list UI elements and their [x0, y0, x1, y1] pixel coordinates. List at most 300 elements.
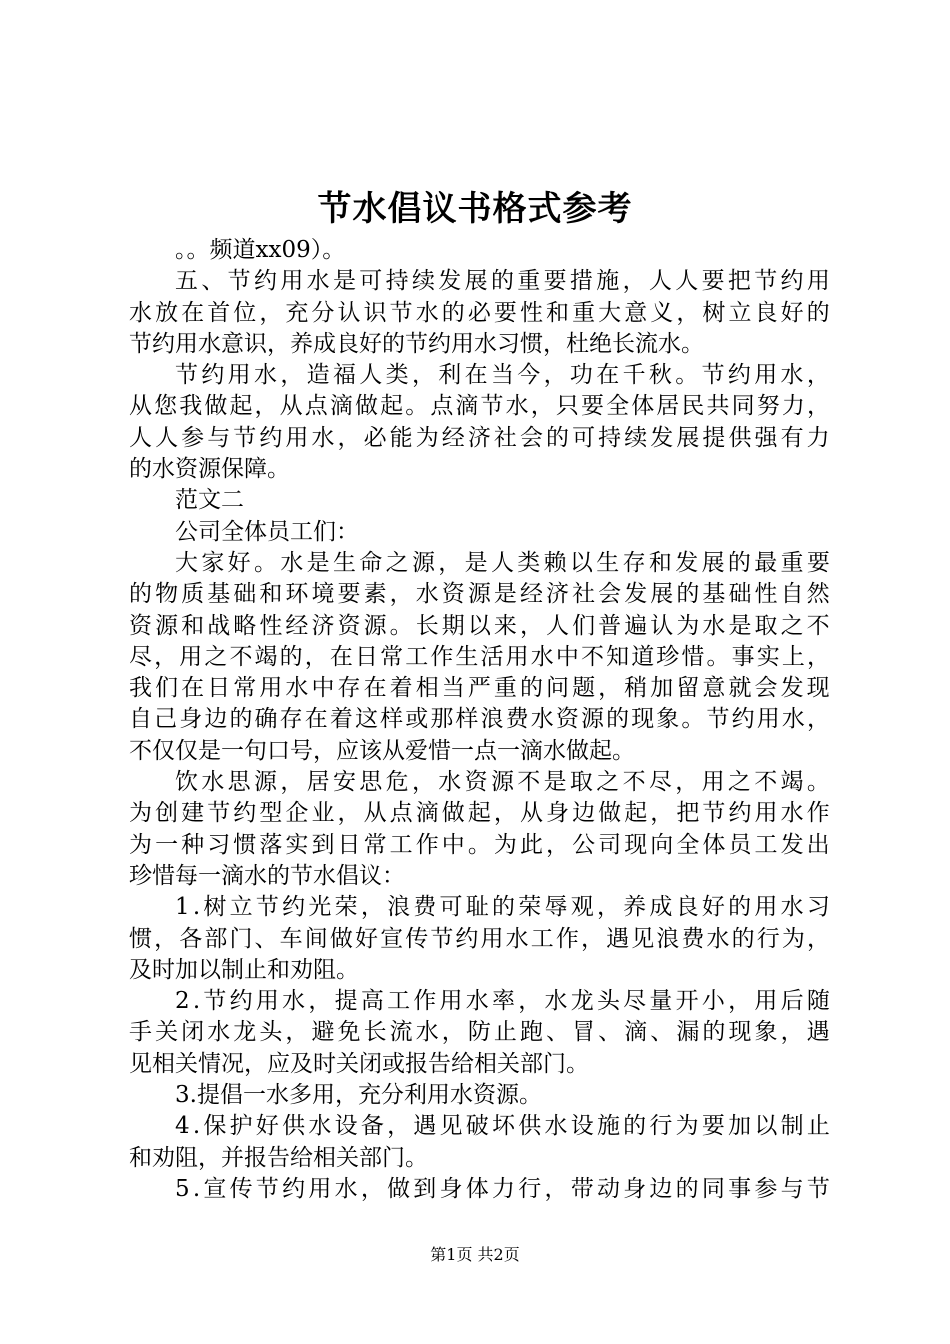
text-char: 体 — [702, 831, 726, 858]
text-char: 点 — [304, 393, 328, 420]
text-char: 之 — [596, 769, 620, 796]
text-char: 后 — [780, 988, 804, 1015]
text-char: 物 — [155, 581, 179, 608]
text-char: 水 — [544, 988, 568, 1015]
text-char: 在 — [181, 675, 205, 702]
text-line — [129, 579, 830, 610]
text-char: 到 — [311, 831, 335, 858]
text-char: 、 — [546, 1019, 569, 1046]
text-char: 做 — [204, 393, 228, 420]
text-line — [129, 892, 830, 923]
text-char: ， — [806, 706, 830, 733]
text-char: 节 — [806, 1175, 830, 1202]
text-char: 好 — [780, 299, 804, 326]
text-char: 会 — [754, 675, 778, 702]
text-char: 公 — [572, 831, 596, 858]
page-footer: 第1页 共2页 — [430, 1245, 520, 1264]
text-char: 现 — [624, 831, 648, 858]
text-char: 秋 — [648, 362, 672, 389]
text-char: . — [192, 894, 201, 921]
text-char: ， — [806, 643, 830, 670]
text-char: 宣 — [203, 1175, 227, 1202]
text-char: 从 — [363, 800, 387, 827]
text-char: 门 — [229, 925, 253, 952]
text-char: 的 — [606, 706, 630, 733]
text-char: 位 — [233, 299, 257, 326]
text-char: 济 — [467, 424, 491, 451]
text-char: 参 — [754, 1175, 778, 1202]
text-char: 会 — [519, 424, 543, 451]
text-char: 费 — [681, 925, 705, 952]
text-char: 源 — [490, 769, 514, 796]
text-char: ， — [543, 362, 567, 389]
text-char: ， — [308, 988, 332, 1015]
text-char: 必 — [363, 424, 387, 451]
text-char: 着 — [329, 706, 353, 733]
text-char: 的 — [676, 581, 700, 608]
text-char: ， — [596, 894, 620, 921]
text-char: 量 — [649, 988, 673, 1015]
text-char: 高 — [360, 988, 384, 1015]
text-char: 水 — [530, 643, 554, 670]
text-line — [129, 642, 830, 673]
text-char: 的 — [702, 1019, 726, 1046]
text-line — [129, 767, 830, 798]
text-line: 珍惜每一滴水的节水倡议： — [129, 862, 405, 889]
text-char: 头 — [259, 1019, 283, 1046]
text-char: 您 — [154, 393, 178, 420]
text-char: 率 — [492, 988, 515, 1015]
text-char: 社 — [493, 424, 517, 451]
text-char: 发 — [780, 675, 804, 702]
text-char: 。 — [675, 362, 699, 389]
text-char: 千 — [622, 362, 646, 389]
text-char: 意 — [702, 675, 726, 702]
text-char: 用 — [227, 362, 251, 389]
text-char: 约 — [259, 424, 283, 451]
text-char: 建 — [181, 800, 205, 827]
text-char: 人 — [648, 268, 672, 295]
text-char: 生 — [455, 643, 479, 670]
text-char: 遍 — [624, 612, 648, 639]
text-char: 起 — [624, 800, 648, 827]
text-char: 工 — [405, 643, 429, 670]
text-char: ， — [154, 925, 178, 952]
text-char: 危 — [385, 769, 409, 796]
text-char: 尽 — [129, 643, 152, 670]
text-char: 滴 — [455, 393, 479, 420]
text-char: 用 — [754, 894, 778, 921]
text-char: 用 — [754, 800, 778, 827]
text-char: 认 — [650, 612, 674, 639]
text-char: 资 — [441, 581, 465, 608]
text-char: 稍 — [624, 675, 648, 702]
text-char: 习 — [806, 894, 830, 921]
text-char: 人 — [675, 268, 699, 295]
text-char: 水 — [702, 612, 726, 639]
text-char: 做 — [387, 1175, 411, 1202]
text-char: 冒 — [572, 1019, 596, 1046]
text-line — [129, 1174, 830, 1205]
text-char: 。 — [389, 612, 413, 639]
text-char: ， — [728, 988, 752, 1015]
text-char: 点 — [430, 393, 454, 420]
text-char: 中 — [311, 675, 335, 702]
text-char: 事 — [728, 1175, 752, 1202]
text-char: 水 — [781, 706, 805, 733]
text-char: 今 — [517, 362, 541, 389]
text-char: 发 — [438, 268, 462, 295]
text-char: 做 — [598, 800, 622, 827]
text-char: 不 — [517, 769, 541, 796]
text-char: 功 — [569, 362, 593, 389]
text-line: 节约用水意识，养成良好的节约用水习惯，杜绝长流水。 — [129, 330, 704, 357]
text-char: 当 — [441, 675, 465, 702]
text-char: 措 — [569, 268, 593, 295]
text-char: 大 — [175, 549, 198, 576]
text-char: 分 — [311, 299, 335, 326]
text-char: 期 — [441, 612, 465, 639]
text-char: 节 — [389, 299, 413, 326]
text-char: 点 — [389, 800, 413, 827]
text-char: 体 — [631, 393, 655, 420]
text-char: 用 — [756, 706, 780, 733]
text-char: 济 — [311, 612, 335, 639]
text-line: 。。频道xx09）。 — [175, 237, 346, 263]
text-char: 闭 — [181, 1019, 205, 1046]
text-char: 提 — [334, 988, 358, 1015]
text-char: 水 — [415, 299, 439, 326]
document-body — [129, 235, 830, 1205]
text-char: 用 — [439, 988, 463, 1015]
text-char: 要 — [806, 549, 830, 576]
text-char: 约 — [201, 362, 225, 389]
text-char: 费 — [413, 894, 437, 921]
text-char: 在 — [363, 675, 387, 702]
text-char: 出 — [806, 831, 830, 858]
text-char: ， — [622, 268, 646, 295]
text-char: 浪 — [387, 894, 411, 921]
text-char: 止 — [806, 1113, 830, 1140]
text-char: 把 — [676, 800, 700, 827]
text-char: 、 — [650, 1019, 674, 1046]
text-char: 要 — [337, 581, 361, 608]
text-char: 经 — [519, 581, 543, 608]
text-line — [129, 673, 830, 704]
text-char: 遇 — [806, 1019, 830, 1046]
text-char: 起 — [229, 393, 253, 420]
text-char: 。 — [806, 769, 830, 796]
text-char: 和 — [546, 299, 569, 326]
text-char: 强 — [754, 424, 778, 451]
text-char: 。 — [467, 831, 491, 858]
text-char: ， — [780, 1019, 804, 1046]
text-line: 的水资源保障。 — [129, 456, 290, 483]
text-char: 作 — [430, 643, 454, 670]
text-char: 龙 — [570, 988, 594, 1015]
text-char: 资 — [337, 612, 361, 639]
text-char: 性 — [754, 581, 778, 608]
text-line: 和劝阻，并报告给相关部门。 — [129, 1144, 428, 1171]
text-char: 留 — [676, 675, 700, 702]
text-char: 是 — [493, 581, 517, 608]
text-char: 惯 — [129, 925, 152, 952]
text-char: 和 — [648, 549, 672, 576]
text-char: 见 — [439, 1113, 463, 1140]
text-char: 常 — [380, 643, 404, 670]
text-char: 义 — [650, 299, 674, 326]
text-char: 源 — [363, 612, 387, 639]
text-char: 象 — [656, 706, 680, 733]
text-char: 防 — [467, 1019, 491, 1046]
text-char: 约 — [455, 925, 479, 952]
text-char: 确 — [254, 706, 278, 733]
text-char: 的 — [546, 424, 569, 451]
text-char: ， — [806, 362, 830, 389]
text-char: 好 — [354, 925, 378, 952]
text-char: 资 — [555, 706, 579, 733]
text-char: 施 — [596, 268, 620, 295]
text-char: 发 — [650, 424, 674, 451]
text-line: 公司全体员工们： — [175, 518, 359, 545]
text-char: 重 — [493, 675, 517, 702]
text-line — [129, 1111, 830, 1142]
text-char: 车 — [279, 925, 303, 952]
text-char: 取 — [569, 769, 593, 796]
text-char: 节 — [701, 362, 725, 389]
text-char: 可 — [572, 424, 596, 451]
text-char: 坏 — [492, 1113, 515, 1140]
text-char: ， — [676, 299, 700, 326]
text-char: 础 — [728, 581, 752, 608]
text-char: 之 — [780, 612, 804, 639]
text-char: 中 — [555, 643, 579, 670]
text-char: 水 — [282, 988, 306, 1015]
text-char: ， — [280, 769, 304, 796]
text-char: 约 — [233, 800, 257, 827]
text-char: 题 — [572, 675, 596, 702]
text-char: 节 — [255, 1175, 279, 1202]
text-char: 的 — [490, 268, 514, 295]
text-char: 在 — [464, 362, 488, 389]
text-char: 荣 — [334, 894, 358, 921]
text-char: 约 — [780, 268, 804, 295]
text-char: 的 — [492, 894, 515, 921]
text-char: 护 — [229, 1113, 253, 1140]
text-char: 约 — [727, 362, 751, 389]
text-char: 跑 — [519, 1019, 543, 1046]
text-char: . — [192, 1113, 201, 1140]
text-char: 类 — [385, 362, 409, 389]
text-char: 和 — [259, 581, 283, 608]
text-char: 供 — [282, 1113, 306, 1140]
text-char: 用 — [285, 424, 309, 451]
text-char: 破 — [465, 1113, 489, 1140]
text-char: 供 — [728, 424, 752, 451]
text-char: 性 — [259, 612, 283, 639]
text-char: 最 — [754, 549, 778, 576]
text-char: ， — [544, 1175, 568, 1202]
text-char: 长 — [363, 1019, 387, 1046]
text-char: 常 — [363, 831, 387, 858]
text-char: 节 — [706, 706, 730, 733]
text-char: 社 — [572, 581, 596, 608]
text-line — [129, 798, 830, 829]
text-char: 起 — [467, 800, 491, 827]
text-line: 见相关情况，应及时关闭或报告给相关部门。 — [129, 1050, 589, 1077]
text-char: 水 — [334, 1175, 358, 1202]
text-char: 与 — [207, 424, 231, 451]
text-char: 树 — [702, 299, 726, 326]
text-char: 能 — [389, 424, 413, 451]
text-char: 展 — [464, 268, 488, 295]
text-char: 2 — [175, 988, 190, 1015]
text-char: 意 — [624, 299, 648, 326]
text-char: 费 — [505, 706, 529, 733]
text-char: 发 — [624, 581, 648, 608]
text-char: 作 — [413, 988, 437, 1015]
text-char: 放 — [155, 299, 179, 326]
text-char: 当 — [490, 362, 514, 389]
text-char: 从 — [519, 800, 543, 827]
text-char: 用 — [259, 675, 283, 702]
text-char: 基 — [207, 581, 231, 608]
text-char: ， — [304, 643, 328, 670]
text-char: 用 — [308, 1175, 332, 1202]
text-char: 要 — [701, 1113, 725, 1140]
text-char: 要 — [580, 393, 604, 420]
text-char: 观 — [570, 894, 594, 921]
text-char: 日 — [337, 831, 361, 858]
text-char: 这 — [354, 706, 378, 733]
text-char: 开 — [675, 988, 699, 1015]
text-char: 惜 — [681, 643, 705, 670]
text-char: ， — [438, 549, 462, 576]
text-char: 样 — [455, 706, 479, 733]
text-char: 可 — [359, 268, 383, 295]
text-char: 为 — [415, 424, 439, 451]
text-char: 水 — [129, 299, 152, 326]
text-char: 水 — [201, 769, 225, 796]
text-char: 着 — [389, 675, 413, 702]
text-char: 类 — [517, 549, 541, 576]
text-char: 的 — [731, 925, 755, 952]
text-char: 那 — [430, 706, 454, 733]
text-char: 福 — [332, 362, 356, 389]
text-char: 耻 — [465, 894, 489, 921]
text-char: 在 — [181, 299, 205, 326]
text-char: 加 — [650, 675, 674, 702]
text-char: 节 — [227, 268, 251, 295]
text-char: 各 — [179, 925, 203, 952]
text-char: 人 — [359, 362, 383, 389]
text-char: 水 — [544, 1113, 568, 1140]
text-char: 落 — [259, 831, 283, 858]
text-char: 取 — [754, 612, 778, 639]
text-char: 员 — [728, 831, 752, 858]
text-char: 普 — [598, 612, 622, 639]
text-char: 续 — [411, 268, 435, 295]
text-char: 把 — [727, 268, 751, 295]
text-char: 做 — [441, 800, 465, 827]
text-char: ， — [518, 988, 542, 1015]
text-char: 一 — [155, 831, 179, 858]
text-char: 好 — [255, 1113, 279, 1140]
text-char: 传 — [229, 1175, 253, 1202]
text-char: 是 — [306, 549, 330, 576]
text-line — [129, 391, 830, 422]
text-char: 之 — [204, 643, 228, 670]
text-char: ， — [580, 925, 604, 952]
text-char: 边 — [204, 706, 228, 733]
text-line: 不仅仅是一句口号，应该从爱惜一点一滴水做起。 — [129, 737, 635, 764]
text-char: 充 — [285, 299, 309, 326]
text-char: 为 — [675, 1113, 699, 1140]
text-char: 相 — [415, 675, 439, 702]
text-char: ， — [387, 1113, 411, 1140]
text-char: 好 — [701, 894, 725, 921]
text-char: 是 — [332, 268, 356, 295]
text-char: ， — [806, 393, 830, 420]
text-char: 备 — [360, 1113, 384, 1140]
text-char: ， — [360, 1175, 384, 1202]
text-char: 。 — [706, 643, 730, 670]
text-char: 从 — [279, 393, 303, 420]
text-char: 可 — [439, 894, 463, 921]
text-char: 节 — [430, 925, 454, 952]
text-char: 水 — [306, 268, 330, 295]
text-char: 水 — [311, 424, 335, 451]
text-char: 为 — [676, 612, 700, 639]
text-char: 边 — [572, 800, 596, 827]
text-char: 水 — [285, 675, 309, 702]
text-char: 成 — [649, 894, 673, 921]
text-char: 水 — [706, 925, 730, 952]
text-char: 施 — [596, 1113, 620, 1140]
text-char: 节 — [233, 424, 257, 451]
text-char: 作 — [415, 831, 439, 858]
text-char: 传 — [405, 925, 429, 952]
text-char: 要 — [543, 268, 567, 295]
text-char: 立 — [229, 894, 253, 921]
text-char: 为 — [493, 831, 517, 858]
text-char: 头 — [596, 988, 620, 1015]
text-char: 从 — [129, 393, 152, 420]
text-char: ， — [598, 675, 622, 702]
text-char: 设 — [334, 1113, 358, 1140]
text-char: 经 — [285, 612, 309, 639]
text-char: 大 — [598, 299, 622, 326]
text-char: 我 — [129, 675, 152, 702]
text-char: 间 — [304, 925, 328, 952]
text-char: 水 — [415, 1019, 439, 1046]
text-char: 有 — [780, 424, 804, 451]
text-char: 水 — [780, 800, 804, 827]
text-char: . — [192, 1175, 201, 1202]
text-char: 就 — [728, 675, 752, 702]
text-char: ， — [519, 612, 543, 639]
text-char: 节 — [203, 988, 227, 1015]
text-char: 全 — [676, 831, 700, 858]
text-char: 遇 — [413, 1113, 437, 1140]
text-char: 在 — [329, 643, 353, 670]
text-char: 设 — [570, 1113, 594, 1140]
text-char: 础 — [233, 581, 257, 608]
text-char: 存 — [337, 675, 361, 702]
text-char: 用 — [701, 769, 725, 796]
text-char: 共 — [706, 393, 730, 420]
text-char: 带 — [570, 1175, 594, 1202]
